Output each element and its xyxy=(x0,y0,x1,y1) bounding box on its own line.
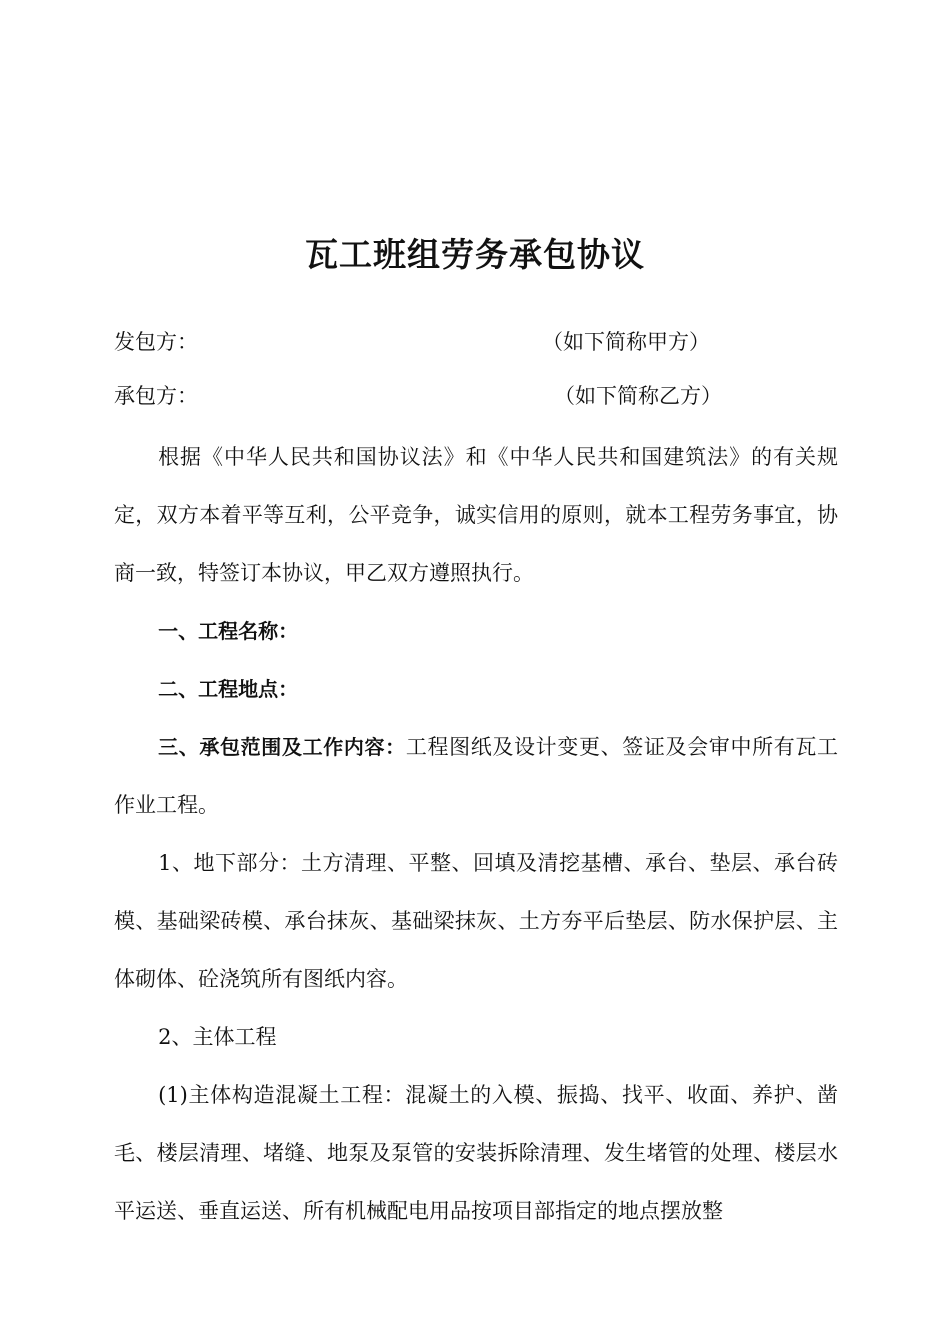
item-main-works: 2、主体工程 xyxy=(158,1025,277,1049)
party-b-line xyxy=(114,374,838,428)
section-project-name-heading: 一、工程名称： xyxy=(158,619,299,643)
intro-paragraph: 根据《中华人民共和国协议法》和《中华人民共和国建筑法》的有关规定，双方本着平等互利，公平竞争，诚实信用的原则，就本工程劳务事宜，协商一致，特签订本协议，甲乙双方遵照执行。 xyxy=(114,445,838,585)
section-scope-heading: 三、承包范围及工作内容： xyxy=(158,735,406,759)
section-project-location-heading: 二、工程地点： xyxy=(158,677,299,701)
item-concrete-works: (1)主体构造混凝土工程：混凝土的入模、振捣、找平、收面、养护、凿毛、楼层清理、堵缝、地泵及泵管的安装拆除清理、发生堵管的处理、楼层水平运送、垂直运送、所有机械配电用品按项目部指定的地点摆放整 xyxy=(114,1083,838,1223)
section-project-name xyxy=(114,602,838,660)
document-title: 瓦工班组劳务承包协议 xyxy=(305,235,645,275)
party-b-note: （如下简称乙方） xyxy=(554,384,722,408)
party-a-label: 发包方： xyxy=(114,330,198,354)
party-a-note: （如下简称甲方） xyxy=(542,330,710,354)
section-scope-text: 工程图纸及设计变更、签证及会审中所有瓦工作业工程。 xyxy=(114,735,839,817)
section-scope xyxy=(114,718,838,834)
party-a-line xyxy=(114,320,838,374)
party-b-label: 承包方： xyxy=(114,384,198,408)
section-project-location xyxy=(114,660,838,718)
document-body xyxy=(114,320,838,1240)
item-underground: 1、地下部分：土方清理、平整、回填及清挖基槽、承台、垫层、承台砖模、基础梁砖模、承台抹灰、基础梁抹灰、土方夯平后垫层、防水保护层、主体砌体、砼浇筑所有图纸内容。 xyxy=(114,851,838,991)
